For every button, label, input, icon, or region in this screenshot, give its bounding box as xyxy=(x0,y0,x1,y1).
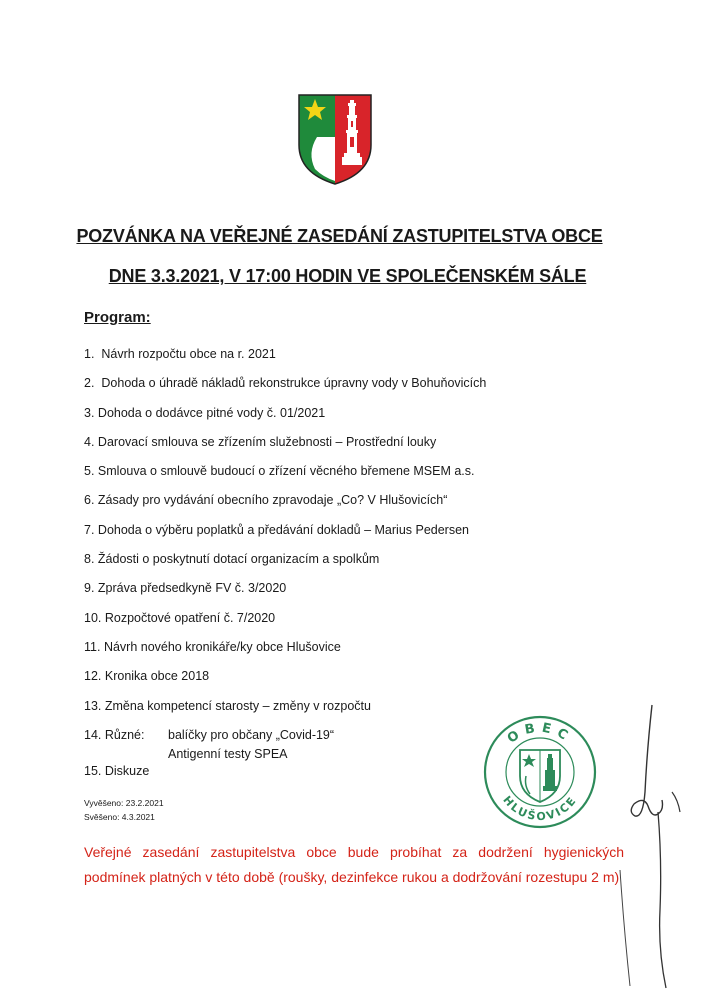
agenda-item: 4. Darovací smlouva se zřízením služebnosti – Prostřední louky xyxy=(84,434,437,449)
round-stamp-icon xyxy=(482,714,598,830)
agenda-subitem: Antigenní testy SPEA xyxy=(168,747,288,761)
agenda-item: 13. Změna kompetencí starosty – změny v rozpočtu xyxy=(84,698,371,713)
agenda-item: 14. Různé: xyxy=(84,727,145,742)
agenda-item: 8. Žádosti o poskytnutí dotací organizacím a spolkům xyxy=(84,552,380,567)
meeting-date-title: DNE 3.3.2021, V 17:00 HODIN VE SPOLEČENSKÉM SÁLE xyxy=(108,266,587,286)
svg-text:HLUŠOVICE: HLUŠOVICE xyxy=(500,793,580,824)
agenda-item: 2. Dohoda o úhradě nákladů rekonstrukce úpravny vody v Bohuňovicích xyxy=(84,376,487,391)
agenda-subitem: balíčky pro občany „Covid-19“ xyxy=(168,728,335,742)
invitation-title: POZVÁNKA NA VEŘEJNÉ ZASEDÁNÍ ZASTUPITELSTVA OBCE xyxy=(76,226,603,246)
program-heading: Program: xyxy=(84,309,151,326)
agenda-item: 15. Diskuze xyxy=(84,763,150,778)
agenda-item: 3. Dohoda o dodávce pitné vody č. 01/2021 xyxy=(84,405,326,420)
agenda-item: 9. Zpráva předsedkyně FV č. 3/2020 xyxy=(84,581,287,596)
signature-icon xyxy=(600,700,700,990)
agenda-item: 10. Rozpočtové opatření č. 7/2020 xyxy=(84,610,276,625)
removed-date: Svěšeno: 4.3.2021 xyxy=(84,812,155,822)
agenda-item: 7. Dohoda o výběru poplatků a předávání dokladů – Marius Pedersen xyxy=(84,522,469,537)
agenda-item: 12. Kronika obce 2018 xyxy=(84,669,210,684)
coat-of-arms-icon xyxy=(297,93,373,186)
agenda-item: 6. Zásady pro vydávání obecního zpravodaje „Co? V Hlušovicích“ xyxy=(84,493,448,508)
svg-text:OBEC: OBEC xyxy=(504,720,576,747)
agenda-item: 1. Návrh rozpočtu obce na r. 2021 xyxy=(84,347,276,361)
posted-date: Vyvěšeno: 23.2.2021 xyxy=(84,798,164,808)
hygiene-notice: Veřejné zasedání zastupitelstva obce bude probíhat za dodržení hygienických podmínek platných v této době (roušky, dezinfekce rukou a dodržování rozestupu 2 m) xyxy=(84,844,624,885)
agenda-item: 5. Smlouva o smlouvě budoucí o zřízení věcného břemene MSEM a.s. xyxy=(84,464,475,479)
agenda-item: 11. Návrh nového kronikáře/ky obce Hlušovice xyxy=(84,639,341,654)
